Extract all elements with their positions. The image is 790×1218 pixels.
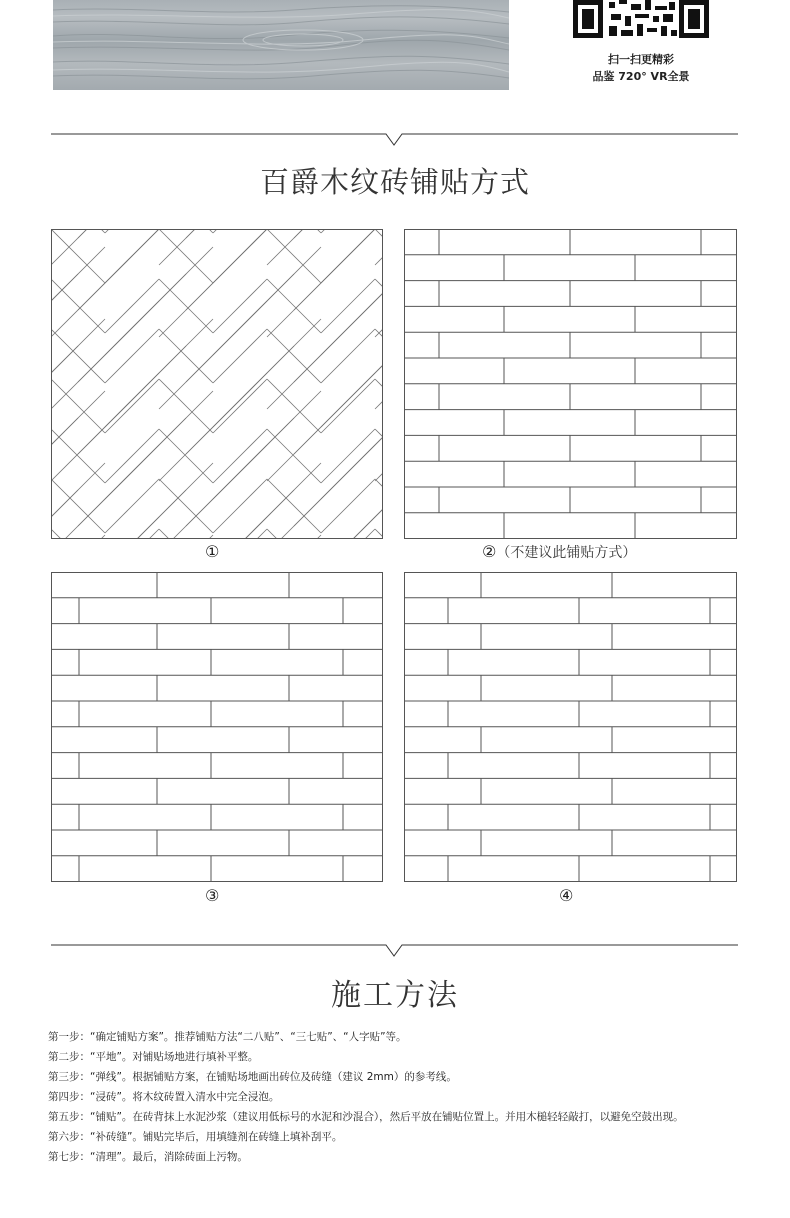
step-item: 第五步：“铺贴”。在砖背抹上水泥沙浆（建议用低标号的水泥和沙混合），然后平放在铺贴位置上。并用木槌轻轻敲打，以避免空鼓出现。 xyxy=(48,1111,684,1123)
tile-joint-line xyxy=(51,391,105,499)
step-item: 第三步：“弹线”。根据铺贴方案，在铺贴场地画出砖位及砖缝（建议 2mm）的参考线。 xyxy=(48,1071,457,1083)
tile-joint-line xyxy=(105,279,159,333)
tile-joint-line xyxy=(213,529,267,539)
tile-joint-line xyxy=(213,319,321,427)
tile-joint-line xyxy=(159,429,213,483)
tile-joint-line xyxy=(213,229,267,283)
tile-joint-line xyxy=(159,329,213,383)
tile-joint-line xyxy=(105,529,159,539)
tile-joint-line xyxy=(105,247,213,355)
step-item: 第六步：“补砖缝”。铺贴完毕后，用填缝剂在砖缝上填补刮平。 xyxy=(48,1131,343,1143)
section-title-tiling-methods: 百爵木纹砖铺贴方式 xyxy=(259,165,530,199)
step-item: 第一步：“确定铺贴方案”。推荐铺贴方法“二八贴”、“三七贴”、“人字贴”等。 xyxy=(48,1031,407,1043)
construction-steps-list xyxy=(48,1027,758,1167)
section-title-construction-method: 施工方法 xyxy=(331,978,459,1013)
staggered-pattern-4-graphic xyxy=(404,572,737,882)
tile-joint-line xyxy=(321,329,375,383)
qr-code-graphic xyxy=(571,0,711,44)
tile-joint-line xyxy=(321,529,375,539)
tile-joint-line xyxy=(375,429,383,483)
tile-joint-line xyxy=(213,329,267,383)
tile-joint-line xyxy=(321,229,375,283)
tile-joint-line xyxy=(375,529,383,539)
tile-joint-line xyxy=(321,247,383,355)
pattern-2-note: （不建议此铺贴方式） xyxy=(496,545,637,561)
section-divider xyxy=(51,132,738,146)
qr-caption-vr: 品鉴 720° VR全景 xyxy=(592,70,690,83)
tile-joint-line xyxy=(159,279,213,333)
tile-joint-line xyxy=(375,373,383,481)
tile-joint-line xyxy=(267,529,321,539)
tile-joint-line xyxy=(51,274,78,382)
tile-joint-line xyxy=(267,429,321,483)
tile-joint-line xyxy=(105,429,159,483)
step-item: 第四步：“浸砖”。将木纹砖置入清水中完全浸泡。 xyxy=(48,1091,280,1103)
tile-joint-line xyxy=(375,329,383,383)
tile-joint-line xyxy=(321,319,383,427)
staggered-pattern-4-diagram xyxy=(404,572,737,882)
staggered-pattern-2-diagram xyxy=(404,229,737,539)
tile-joint-line xyxy=(321,279,375,333)
herringbone-pattern-diagram xyxy=(51,229,383,539)
tile-joint-line xyxy=(51,229,78,310)
tile-joint-line xyxy=(51,517,159,539)
tile-joint-line xyxy=(213,379,267,433)
tile-joint-line xyxy=(51,445,159,539)
tile-joint-line xyxy=(51,429,105,483)
tile-joint-line xyxy=(159,445,267,539)
staggered-pattern-3-graphic xyxy=(51,572,383,882)
tile-joint-line xyxy=(375,229,383,283)
tile-joint-line xyxy=(51,490,78,539)
tile-joint-line xyxy=(375,445,383,539)
pattern-2-label: ② xyxy=(482,542,497,561)
herringbone-pattern-graphic xyxy=(51,229,383,539)
pattern-1-label: ① xyxy=(205,542,220,561)
step-item: 第七步：“清理”。最后，消除砖面上污物。 xyxy=(48,1151,248,1163)
tile-joint-line xyxy=(159,379,213,433)
tile-joint-line xyxy=(267,329,321,383)
tile-joint-line xyxy=(159,479,213,533)
tile-joint-line xyxy=(267,279,321,333)
section-divider xyxy=(51,943,738,957)
tile-joint-line xyxy=(294,490,383,539)
tile-joint-line xyxy=(105,229,159,283)
tile-joint-line xyxy=(105,229,213,283)
tile-joint-line xyxy=(51,329,105,383)
tile-joint-line xyxy=(375,229,383,265)
tile-joint-line xyxy=(78,490,186,539)
pattern-4-label: ④ xyxy=(559,886,574,905)
tile-joint-line xyxy=(321,391,383,499)
tile-joint-line xyxy=(213,429,267,483)
pattern-2-caption xyxy=(482,542,636,562)
qr-caption-scan: 扫一扫更精彩 xyxy=(608,53,674,66)
tile-joint-line xyxy=(213,391,321,499)
tile-joint-line xyxy=(321,463,383,539)
tile-joint-line xyxy=(375,279,383,333)
tile-joint-line xyxy=(51,247,105,355)
tile-joint-line xyxy=(375,379,383,433)
tile-joint-line xyxy=(321,229,383,283)
tile-joint-line xyxy=(294,346,383,454)
tile-joint-line xyxy=(186,490,294,539)
tile-joint-line xyxy=(213,229,321,283)
tile-joint-line xyxy=(51,529,105,539)
tile-joint-line xyxy=(51,319,105,427)
tile-joint-line xyxy=(51,418,78,526)
tile-joint-line xyxy=(78,229,186,238)
tile-joint-line xyxy=(105,391,213,499)
tile-joint-line xyxy=(159,229,213,283)
step-item: 第二步：“平地”。对铺贴场地进行填补平整。 xyxy=(48,1051,259,1063)
tile-joint-line xyxy=(267,517,375,539)
tile-joint-line xyxy=(105,379,159,433)
tile-joint-line xyxy=(213,247,321,355)
tile-joint-line xyxy=(267,229,321,283)
qr-code-image xyxy=(571,0,711,44)
tile-joint-line xyxy=(51,346,78,454)
tile-joint-line xyxy=(267,379,321,433)
tile-joint-line xyxy=(267,479,321,533)
wood-tile-sample-image xyxy=(53,0,509,90)
tile-joint-line xyxy=(375,479,383,533)
tile-joint-line xyxy=(213,279,267,333)
tile-joint-line xyxy=(105,329,159,383)
wood-grain-pattern xyxy=(53,0,509,90)
tile-joint-line xyxy=(321,379,375,433)
tile-joint-line xyxy=(105,463,213,539)
tile-joint-line xyxy=(105,319,213,427)
tile-joint-line xyxy=(321,429,375,483)
pattern-3-label: ③ xyxy=(205,886,220,905)
tile-joint-line xyxy=(267,445,375,539)
tile-joint-line xyxy=(159,517,267,539)
tile-joint-line xyxy=(51,379,105,433)
tile-joint-line xyxy=(186,229,294,310)
tile-joint-line xyxy=(51,479,105,533)
tile-joint-line xyxy=(294,229,383,238)
staggered-pattern-2-graphic xyxy=(404,229,737,539)
tile-joint-line xyxy=(51,279,105,333)
tile-joint-line xyxy=(186,229,294,238)
tile-joint-line xyxy=(375,301,383,409)
tile-joint-line xyxy=(159,529,213,539)
tile-joint-line xyxy=(78,229,186,310)
tile-joint-line xyxy=(51,229,105,283)
tile-joint-line xyxy=(213,463,321,539)
staggered-pattern-3-diagram xyxy=(51,572,383,882)
